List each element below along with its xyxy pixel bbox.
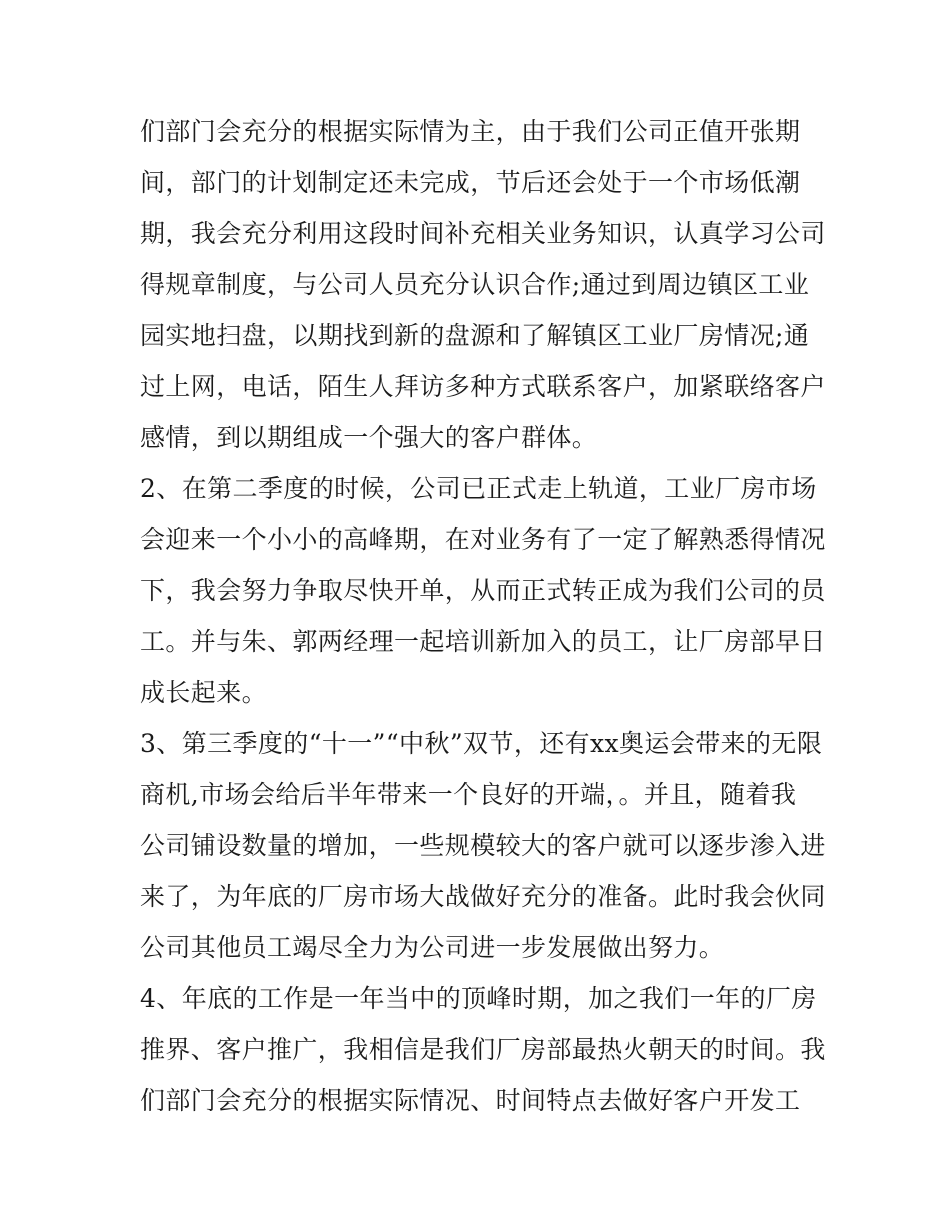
text-line: 园实地扫盘，以期找到新的盘源和了解镇区工业厂房情况;通 [140, 321, 810, 350]
text-line: 感情，到以期组成一个强大的客户群体。 [140, 423, 598, 452]
text-line: 们部门会充分的根据实际情为主，由于我们公司正值开张期 [140, 117, 801, 146]
text-line: 工。并与朱、郭两经理一起培训新加入的员工，让厂房部早日 [140, 627, 826, 656]
text-line: 2、在第二季度的时候，公司已正式走上轨道，工业厂房市场 [140, 474, 817, 503]
text-line: 下，我会努力争取尽快开单，从而正式转正成为我们公司的员 [140, 576, 826, 605]
text-line: 得规章制度，与公司人员充分认识合作;通过到周边镇区工业 [140, 270, 810, 299]
text-line: 公司铺设数量的增加，一些规模较大的客户就可以逐步渗入进 [140, 831, 826, 860]
text-line: 公司其他员工竭尽全力为公司进一步发展做出努力。 [140, 933, 725, 962]
text-line: 成长起来。 [140, 678, 268, 707]
text-line: 来了，为年底的厂房市场大战做好充分的准备。此时我会伙同 [140, 882, 826, 911]
text-line: 会迎来一个小小的高峰期，在对业务有了一定了解熟悉得情况 [140, 525, 826, 554]
text-line: 商机,市场会给后半年带来一个良好的开端，。并且，随着我 [140, 780, 797, 809]
text-line: 过上网，电话，陌生人拜访多种方式联系客户，加紧联络客户 [140, 372, 826, 401]
text-line: 3、第三季度的“十一”“中秋”双节，还有xx奥运会带来的无限 [140, 729, 823, 758]
text-line: 推界、客户推广，我相信是我们厂房部最热火朝天的时间。我 [140, 1035, 826, 1064]
text-line: 4、年底的工作是一年当中的顶峰时期，加之我们一年的厂房 [140, 984, 817, 1013]
text-line: 们部门会充分的根据实际情况、时间特点去做好客户开发工 [140, 1086, 801, 1115]
body-text [140, 106, 826, 1126]
text-line: 间，部门的计划制定还未完成，节后还会处于一个市场低潮 [140, 168, 801, 197]
text-line: 期，我会充分利用这段时间补充相关业务知识，认真学习公司 [140, 219, 826, 248]
